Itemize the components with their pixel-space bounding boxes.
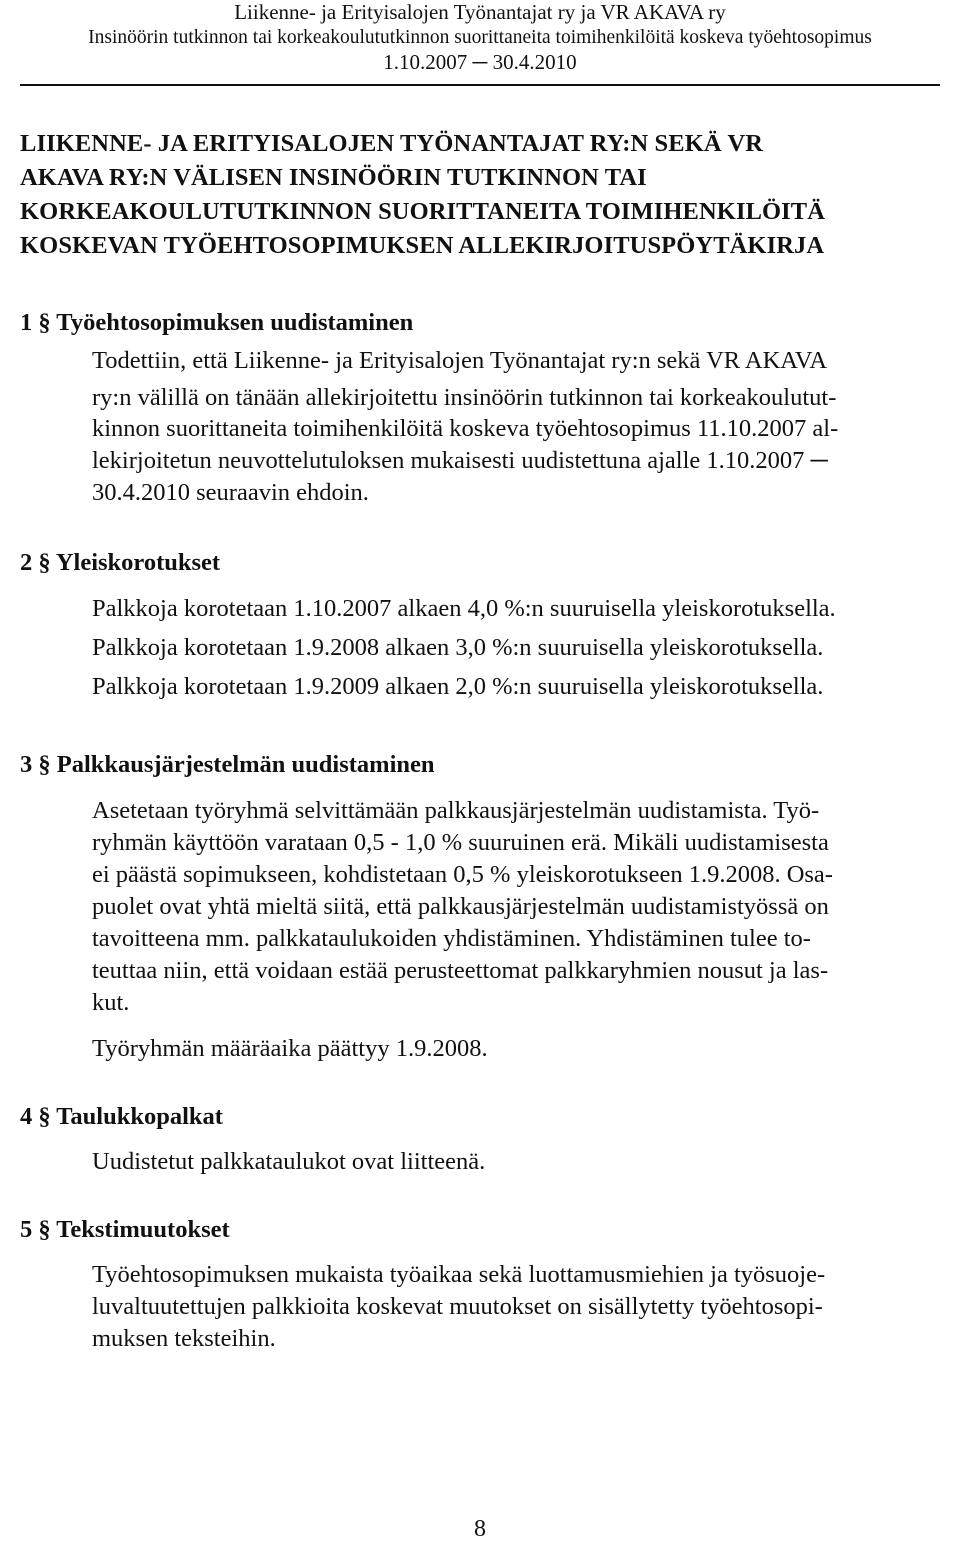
running-header	[0, 0, 960, 75]
s3-line-4: puolet ovat yhtä mieltä siitä, että palkkausjärjestelmän uudistamistyössä on	[92, 893, 829, 920]
title-line-4: KOSKEVAN TYÖEHTOSOPIMUKSEN ALLEKIRJOITUSPÖYTÄKIRJA	[20, 232, 825, 259]
title-line-1: LIIKENNE- JA ERITYISALOJEN TYÖNANTAJAT RY:N SEKÄ VR	[20, 130, 764, 157]
section-5-heading: 5 § Tekstimuutokset	[20, 1216, 230, 1243]
s1-line-2: ry:n välillä on tänään allekirjoitettu insinöörin tutkinnon tai korkeakoulutut-	[92, 384, 837, 411]
title-line-3: KORKEAKOULUTUTKINNON SUORITTANEITA TOIMIHENKILÖITÄ	[20, 198, 826, 225]
header-line-1: Liikenne- ja Erityisalojen Työnantajat ry ja VR AKAVA ry	[234, 0, 726, 24]
s2-line-2: Palkkoja korotetaan 1.9.2008 alkaen 3,0 %:n suuruisella yleiskorotuksella.	[92, 634, 824, 661]
header-line-3: 1.10.2007 ─ 30.4.2010	[383, 50, 577, 74]
s1-line-4: lekirjoitetun neuvottelutuloksen mukaisesti uudistettuna ajalle 1.10.2007 ─	[92, 447, 828, 474]
s3-line-5: tavoitteena mm. palkkataulukoiden yhdistäminen. Yhdistäminen tulee to-	[92, 925, 811, 952]
s1-line-5: 30.4.2010 seuraavin ehdoin.	[92, 479, 369, 506]
s3-line-2: ryhmän käyttöön varataan 0,5 - 1,0 % suuruinen erä. Mikäli uudistamisesta	[92, 829, 829, 856]
s2-line-3: Palkkoja korotetaan 1.9.2009 alkaen 2,0 %:n suuruisella yleiskorotuksella.	[92, 673, 824, 700]
section-2-heading: 2 § Yleiskorotukset	[20, 549, 221, 576]
s4-text: Uudistetut palkkataulukot ovat liitteenä.	[92, 1148, 486, 1175]
s3-deadline: Työryhmän määräaika päättyy 1.9.2008.	[92, 1035, 488, 1062]
section-4-heading: 4 § Taulukkopalkat	[20, 1103, 223, 1130]
s1-line-3: kinnon suorittaneita toimihenkilöitä koskeva työehtosopimus 11.10.2007 al-	[92, 415, 839, 442]
s5-line-2: luvaltuutettujen palkkioita koskevat muutokset on sisällytetty työehtosopi-	[92, 1293, 823, 1320]
s3-line-3: ei päästä sopimukseen, kohdistetaan 0,5 % yleiskorotukseen 1.9.2008. Osa-	[92, 861, 833, 888]
section-3-heading: 3 § Palkkausjärjestelmän uudistaminen	[20, 751, 435, 778]
s3-line-6: teuttaa niin, että voidaan estää perusteettomat palkkaryhmien nousut ja las-	[92, 957, 829, 984]
header-divider	[20, 84, 940, 86]
s5-line-1: Työehtosopimuksen mukaista työaikaa sekä luottamusmiehien ja työsuoje-	[92, 1261, 826, 1288]
s5-line-3: muksen teksteihin.	[92, 1325, 276, 1352]
s1-line-1: Todettiin, että Liikenne- ja Erityisalojen Työnantajat ry:n sekä VR AKAVA	[92, 347, 828, 374]
s3-line-7: kut.	[92, 989, 130, 1016]
s2-line-1: Palkkoja korotetaan 1.10.2007 alkaen 4,0 %:n suuruisella yleiskorotuksella.	[92, 595, 836, 622]
header-line-2: Insinöörin tutkinnon tai korkeakoulututkinnon suorittaneita toimihenkilöitä koskeva työehtosopimus	[88, 27, 872, 48]
document-title	[20, 127, 950, 263]
section-1-heading: 1 § Työehtosopimuksen uudistaminen	[20, 309, 414, 336]
page-number: 8	[474, 1516, 486, 1542]
s3-line-1: Asetetaan työryhmä selvittämään palkkausjärjestelmän uudistamista. Työ-	[92, 797, 820, 824]
title-line-2: AKAVA RY:N VÄLISEN INSINÖÖRIN TUTKINNON TAI	[20, 164, 647, 191]
